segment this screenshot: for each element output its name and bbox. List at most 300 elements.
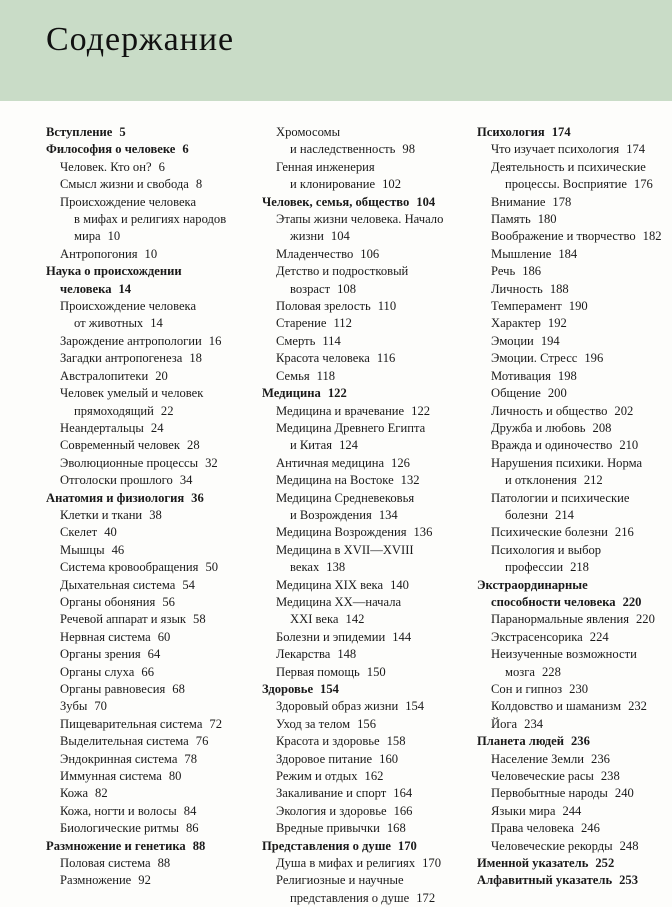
toc-page-number: 84 [183, 803, 197, 818]
toc-page-number: 104 [330, 229, 350, 244]
toc-entry-title: Первобытные народы 240 [491, 786, 634, 801]
toc-entry-title: Нарушения психики. Норма [491, 455, 643, 470]
toc-entry-title: Человек, семья, общество 104 [262, 194, 436, 209]
toc-page-number: 140 [390, 577, 409, 592]
toc-entry-title-continuation: в мифах и религиях народов [74, 212, 227, 227]
toc-entry-title-continuation: от животных 14 [74, 316, 163, 331]
toc-entry-title-continuation: прямоходящий 22 [74, 403, 174, 418]
toc-page-number: 104 [416, 194, 436, 209]
toc-entry-title: Происхождение человека [60, 194, 197, 209]
toc-page-number: 156 [357, 716, 376, 731]
toc-entry-title: Кожа, ногти и волосы 84 [60, 803, 197, 818]
toc-page-number: 216 [614, 525, 634, 540]
toc-section [46, 141, 251, 158]
toc-entry-title: Старение 112 [276, 316, 352, 331]
toc-entry-title: Половая система 88 [60, 856, 171, 871]
toc-entry [46, 751, 251, 768]
toc-entry-title: Органы зрения 64 [60, 647, 161, 662]
toc-entry-title: Языки мира 244 [491, 803, 582, 818]
toc-section [46, 124, 251, 141]
toc-entry-title: Человек умелый и человек [60, 386, 204, 401]
toc-section [46, 838, 251, 855]
toc-entry [262, 368, 467, 385]
toc-entry [262, 333, 467, 350]
toc-entry-title: Алфавитный указатель 253 [477, 873, 638, 888]
toc-entry [46, 611, 251, 628]
toc-entry-title: Пищеварительная система 72 [60, 716, 222, 731]
toc-page-number: 46 [111, 542, 125, 557]
toc-entry [262, 785, 467, 802]
toc-entry-title: Эмоции 194 [491, 333, 560, 348]
toc-section [46, 490, 251, 507]
toc-entry [262, 315, 467, 332]
toc-entry-title: Здоровый образ жизни 154 [276, 699, 425, 714]
toc-entry-title-continuation: XXI века 142 [290, 612, 365, 627]
toc-entry-title-continuation: и клонирование 102 [290, 177, 401, 192]
toc-page-number: 72 [209, 716, 222, 731]
toc-entry-title-continuation: мира 10 [74, 229, 121, 244]
toc-page-number: 154 [320, 682, 339, 696]
toc-entry-title: Младенчество 106 [276, 246, 380, 261]
toc-page-number: 162 [364, 769, 384, 784]
toc-entry [46, 577, 251, 594]
toc-page-number: 6 [158, 159, 165, 174]
toc-section [262, 385, 467, 402]
toc-page-number: 110 [377, 299, 397, 314]
toc-page-number: 132 [400, 473, 420, 488]
toc-entry [262, 577, 467, 594]
toc-entry [477, 629, 672, 646]
toc-entry [262, 490, 467, 525]
toc-entry-title: Философия о человеке 6 [46, 142, 189, 157]
toc-page-number: 220 [635, 612, 655, 627]
toc-entry-title-continuation: человека 14 [60, 281, 132, 296]
toc-entry-title: Душа в мифах и религиях 170 [276, 856, 442, 871]
toc-section [262, 681, 467, 698]
toc-page-number: 10 [144, 246, 158, 261]
toc-entry-title: Сон и гипноз 230 [491, 682, 589, 696]
toc-page-number: 164 [393, 786, 413, 801]
toc-entry-title: Детство и подростковый [276, 264, 409, 279]
toc-page-number: 122 [327, 386, 347, 401]
toc-entry-title: Паранормальные явления 220 [491, 612, 655, 627]
toc-entry-title-continuation: возраст 108 [290, 281, 357, 296]
toc-page-number: 208 [592, 420, 612, 435]
toc-page-number: 144 [392, 629, 412, 644]
toc-entry-title-continuation: и Возрождения 134 [290, 507, 398, 522]
toc-entry-title: Эволюционные процессы 32 [60, 455, 218, 470]
toc-page-number: 18 [189, 351, 202, 366]
toc-entry-title: Антропогония 10 [60, 246, 158, 261]
toc-entry-title: Колдовство и шаманизм 232 [491, 699, 647, 714]
toc-section [477, 872, 672, 889]
toc-page-number: 136 [413, 525, 433, 540]
toc-entry-title: Загадки антропогенеза 18 [60, 351, 202, 366]
toc-page-number: 22 [160, 403, 174, 418]
toc-entry-title: Биологические ритмы 86 [60, 821, 199, 836]
toc-page-number: 24 [150, 420, 164, 435]
toc-page-number: 224 [589, 629, 609, 644]
toc-entry [46, 768, 251, 785]
toc-entry [46, 803, 251, 820]
toc-page-number: 54 [182, 577, 195, 592]
toc-entry [46, 194, 251, 246]
toc-entry [46, 350, 251, 367]
toc-page-number: 116 [376, 351, 396, 366]
toc-entry-title: Происхождение человека [60, 299, 197, 314]
toc-page-number: 232 [628, 699, 647, 714]
toc-entry-title: Современный человек 28 [60, 438, 200, 453]
toc-page-number: 56 [162, 594, 175, 609]
toc-page-number: 5 [119, 125, 126, 139]
toc-page-number: 28 [187, 438, 200, 453]
toc-entry [477, 315, 672, 332]
toc-entry-title-continuation: веках 138 [290, 560, 346, 575]
toc-page-number: 82 [95, 786, 108, 801]
toc-entry [46, 855, 251, 872]
toc-entry-title: Смерть 114 [276, 333, 341, 348]
toc-entry [46, 472, 251, 489]
toc-page-number: 98 [402, 142, 415, 157]
toc-entry-title: Личность 188 [491, 281, 569, 296]
toc-entry [262, 263, 467, 298]
toc-entry-title: Экология и здоровье 166 [276, 803, 413, 818]
toc-entry [46, 542, 251, 559]
toc-page-number: 170 [422, 856, 442, 871]
toc-entry-title: Права человека 246 [491, 821, 600, 836]
toc-page-number: 200 [547, 386, 567, 401]
toc-entry [477, 716, 672, 733]
toc-page-number: 6 [182, 142, 189, 157]
toc-page-number: 240 [614, 786, 634, 801]
toc-page-number: 112 [333, 316, 352, 331]
toc-entry [477, 542, 672, 577]
toc-entry-title: Генная инженерия [276, 159, 375, 174]
toc-entry-title: Медицина на Востоке 132 [276, 473, 420, 488]
toc-entry-title: Экстраординарные [477, 577, 588, 592]
toc-entry [46, 385, 251, 420]
toc-page-number: 108 [337, 281, 357, 296]
toc-entry [262, 820, 467, 837]
toc-entry-title: Неандертальцы 24 [60, 420, 164, 435]
toc-entry-title: Античная медицина 126 [276, 455, 410, 470]
toc-entry-title-continuation: процессы. Восприятие 176 [505, 177, 653, 192]
toc-entry-title: Уход за телом 156 [276, 716, 376, 731]
toc-page-number: 138 [326, 560, 346, 575]
toc-entry-title: Вступление 5 [46, 125, 126, 139]
toc-entry-title: Эмоции. Стресс 196 [491, 351, 604, 366]
toc-entry-title: Речь 186 [491, 264, 542, 279]
toc-entry [262, 420, 467, 455]
header-band [0, 0, 672, 101]
toc-entry-title: Отголоски прошлого 34 [60, 473, 193, 488]
toc-entry [477, 768, 672, 785]
toc-entry [46, 733, 251, 750]
toc-page-number: 10 [107, 229, 121, 244]
toc-entry [262, 472, 467, 489]
toc-page-number: 158 [386, 734, 406, 749]
toc-entry-title: Неизученные возможности [491, 647, 637, 662]
toc-entry [262, 803, 467, 820]
toc-entry-title: Вражда и одиночество 210 [491, 438, 639, 453]
toc-entry-title: Именной указатель 252 [477, 856, 615, 871]
toc-entry-title: Вредные привычки 168 [276, 821, 406, 836]
toc-entry [477, 490, 672, 525]
toc-page-number: 70 [94, 699, 107, 714]
toc-entry-title-continuation: профессии 218 [505, 560, 589, 575]
toc-entry-title: Зубы 70 [60, 699, 107, 714]
toc-entry-title: Мышление 184 [491, 246, 578, 261]
toc-entry-title-continuation: и наследственность 98 [290, 142, 415, 157]
toc-page-number: 190 [568, 299, 588, 314]
toc-page-number: 168 [386, 821, 406, 836]
toc-page-number: 212 [583, 473, 603, 488]
toc-entry-title: Мышцы 46 [60, 542, 125, 557]
toc-entry-title: Планета людей 236 [477, 734, 590, 749]
toc-entry [477, 350, 672, 367]
toc-page-number: 126 [391, 455, 410, 470]
toc-entry-title: Темперамент 190 [491, 299, 588, 314]
toc-entry-title: Болезни и эпидемии 144 [276, 629, 412, 644]
toc-entry-title: Красота человека 116 [276, 351, 396, 366]
toc-entry [46, 507, 251, 524]
toc-page-number: 196 [584, 351, 604, 366]
toc-entry [262, 646, 467, 663]
toc-entry-title: Скелет 40 [60, 525, 117, 540]
toc-entry-title: Органы обоняния 56 [60, 594, 175, 609]
toc-page-number: 102 [382, 177, 401, 192]
toc-page-number: 174 [626, 142, 646, 157]
toc-entry [477, 385, 672, 402]
toc-page-number: 236 [591, 751, 610, 766]
toc-entry [46, 176, 251, 193]
toc-page-number: 66 [141, 664, 154, 679]
toc-entry-title: Население Земли 236 [491, 751, 610, 766]
toc-page-number: 180 [537, 212, 557, 227]
toc-entry [477, 194, 672, 211]
toc-entry [46, 455, 251, 472]
toc-entry-title: Мотивация 198 [491, 368, 577, 383]
toc-entry-title: Система кровообращения 50 [60, 560, 219, 575]
toc-entry [477, 141, 672, 158]
toc-entry-title: Медицина XX—начала [276, 594, 402, 609]
toc-page-number: 210 [619, 438, 639, 453]
toc-entry [477, 785, 672, 802]
toc-entry-title: Зарождение антропологии 16 [60, 333, 222, 348]
toc-entry-title: Здоровое питание 160 [276, 751, 399, 766]
toc-entry [262, 664, 467, 681]
toc-entry-title: Размножение и генетика 88 [46, 838, 206, 853]
toc-entry-title: Психология и выбор [491, 542, 602, 557]
toc-page-number: 134 [378, 507, 398, 522]
toc-page-number: 124 [339, 438, 358, 453]
toc-page-number: 214 [555, 507, 574, 522]
toc-entry [262, 855, 467, 872]
toc-page-number: 36 [191, 490, 204, 505]
toc-entry [477, 246, 672, 263]
toc-entry-title: Размножение 92 [60, 873, 151, 888]
toc-page-number: 150 [366, 664, 386, 679]
toc-page-number: 174 [551, 125, 571, 139]
toc-entry-title: Медицина Возрождения 136 [276, 525, 433, 540]
toc-entry [477, 159, 672, 194]
toc-page-number: 176 [633, 177, 653, 192]
toc-entry-title: Красота и здоровье 158 [276, 734, 406, 749]
toc-entry-title: Лекарства 148 [276, 647, 357, 662]
toc-page-number: 118 [316, 368, 336, 383]
toc-page-number: 148 [337, 647, 357, 662]
toc-page-number: 68 [172, 682, 185, 696]
toc-entry [46, 820, 251, 837]
toc-page-number: 76 [195, 734, 209, 749]
toc-page-number: 178 [552, 194, 572, 209]
toc-entry-title-continuation: мозга 228 [505, 664, 561, 679]
toc-page-number: 34 [179, 473, 193, 488]
toc-entry [477, 751, 672, 768]
toc-entry [46, 559, 251, 576]
toc-page-number: 234 [524, 716, 544, 731]
toc-entry-title: Личность и общество 202 [491, 403, 634, 418]
toc-entry-title: Первая помощь 150 [276, 664, 386, 679]
toc-entry-title: Патологии и психические [491, 490, 630, 505]
toc-entry [477, 698, 672, 715]
toc-entry-title-continuation: жизни 104 [290, 229, 350, 244]
toc-entry-title-continuation: болезни 214 [505, 507, 574, 522]
toc-page-number: 32 [205, 455, 218, 470]
toc-entry-title: Медицина в XVII—XVIII [276, 542, 414, 557]
toc-entry [46, 524, 251, 541]
toc-page-number: 38 [149, 507, 162, 522]
toc-page-number: 88 [157, 856, 171, 871]
toc-entry-title-continuation: и отклонения 212 [505, 473, 603, 488]
toc-page-number: 114 [322, 333, 341, 348]
toc-entry [477, 420, 672, 437]
toc-entry-title: Половая зрелость 110 [276, 299, 397, 314]
toc-entry-title: Здоровье 154 [262, 682, 339, 696]
toc-page-number: 92 [138, 873, 151, 888]
toc-entry [46, 716, 251, 733]
toc-entry [262, 524, 467, 541]
toc-entry-title: Медицина XIX века 140 [276, 577, 409, 592]
toc-entry-title: Человеческие рекорды 248 [491, 838, 639, 853]
toc-page-number: 220 [622, 594, 642, 609]
toc-entry [477, 298, 672, 315]
toc-entry-title-continuation: представления о душе 172 [290, 890, 436, 905]
toc-section [46, 263, 251, 298]
toc-entry-title: Общение 200 [491, 386, 567, 401]
toc-entry [477, 681, 672, 698]
toc-entry [262, 298, 467, 315]
toc-entry [46, 420, 251, 437]
toc-page-number: 184 [558, 246, 578, 261]
toc-entry [46, 785, 251, 802]
toc-page-number: 188 [549, 281, 569, 296]
toc-page-number: 186 [522, 264, 542, 279]
toc-entry-title: Органы слуха 66 [60, 664, 154, 679]
toc-page-number: 60 [157, 629, 171, 644]
toc-page-number: 20 [155, 368, 168, 383]
toc-entry-title: Анатомия и физиология 36 [46, 490, 204, 505]
toc-entry [262, 455, 467, 472]
toc-section [262, 838, 467, 855]
toc-page-number: 14 [150, 316, 163, 331]
toc-entry-title: Режим и отдых 162 [276, 769, 384, 784]
toc-entry [46, 159, 251, 176]
toc-entry-title: Психология 174 [477, 125, 571, 139]
toc-entry [46, 246, 251, 263]
toc-entry-title: Медицина 122 [262, 386, 347, 401]
toc-section [477, 733, 672, 750]
toc-column-2 [262, 124, 467, 907]
toc-entry [477, 211, 672, 228]
toc-page-number: 86 [185, 821, 199, 836]
toc-page-number: 106 [360, 246, 380, 261]
toc-entry-title: Память 180 [491, 212, 557, 227]
toc-entry [477, 281, 672, 298]
toc-entry-title: Характер 192 [491, 316, 567, 331]
toc-section [477, 124, 672, 141]
toc-entry [46, 594, 251, 611]
toc-entry [46, 298, 251, 333]
toc-entry-title: Семья 118 [276, 368, 336, 383]
toc-entry-title: Клетки и ткани 38 [60, 507, 162, 522]
toc-page-number: 170 [397, 838, 417, 853]
toc-entry [46, 333, 251, 350]
toc-entry [262, 403, 467, 420]
toc-entry-title: Эндокринная система 78 [60, 751, 198, 766]
toc-entry-title: Нервная система 60 [60, 629, 171, 644]
toc-entry-title: Экстрасенсорика 224 [491, 629, 609, 644]
toc-page-number: 236 [570, 734, 590, 749]
toc-page-number: 80 [168, 769, 182, 784]
toc-entry [262, 159, 467, 194]
toc-page-number: 252 [595, 856, 615, 871]
toc-page-number: 172 [416, 890, 436, 905]
toc-entry [477, 228, 672, 245]
toc-section [477, 577, 672, 612]
toc-entry [262, 733, 467, 750]
toc-entry-title: Психические болезни 216 [491, 525, 634, 540]
toc-entry [46, 437, 251, 454]
toc-entry-title: Йога 234 [491, 716, 544, 731]
toc-page-number: 238 [600, 769, 620, 784]
toc-entry [477, 611, 672, 628]
toc-page-number: 88 [192, 838, 206, 853]
toc-entry [477, 820, 672, 837]
toc-entry [46, 368, 251, 385]
toc-entry-title: Дыхательная система 54 [60, 577, 195, 592]
toc-page-number: 202 [614, 403, 634, 418]
toc-entry [477, 646, 672, 681]
toc-entry-title-continuation: способности человека 220 [491, 594, 642, 609]
toc-page-number: 198 [557, 368, 577, 383]
toc-entry-title: Медицина и врачевание 122 [276, 403, 431, 418]
toc-entry-title: Внимание 178 [491, 194, 572, 209]
toc-page-number: 194 [540, 333, 560, 348]
toc-entry [46, 664, 251, 681]
toc-page-number: 58 [193, 612, 206, 627]
toc-entry [262, 716, 467, 733]
toc-entry-title: Деятельность и психические [491, 159, 646, 174]
toc-entry [46, 872, 251, 889]
toc-entry [262, 629, 467, 646]
toc-page-number: 78 [184, 751, 198, 766]
toc-entry-title: Выделительная система 76 [60, 734, 209, 749]
toc-entry [477, 403, 672, 420]
toc-entry [477, 437, 672, 454]
toc-entry-title: Смысл жизни и свобода 8 [60, 177, 203, 192]
toc-page-number: 14 [118, 281, 132, 296]
